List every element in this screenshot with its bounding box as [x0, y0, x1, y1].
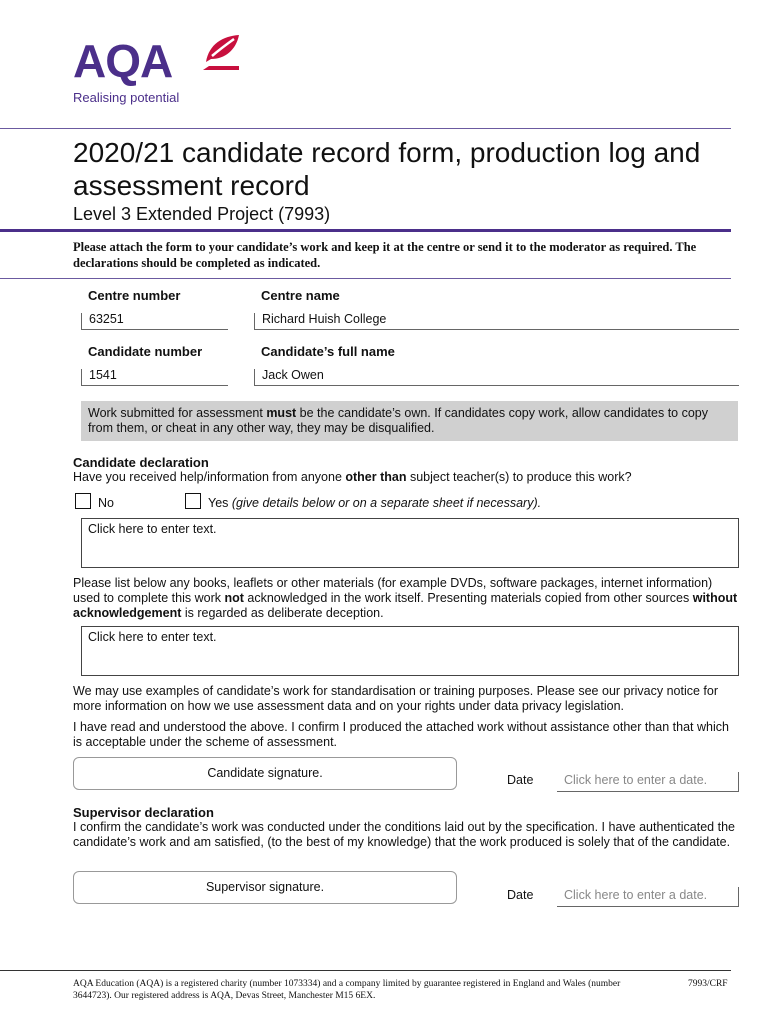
- no-label: No: [98, 496, 114, 510]
- help-question-start: Have you received help/information from anyone: [73, 470, 346, 484]
- privacy-notice-text: We may use examples of candidate’s work for standardisation or training purposes. Please see our privacy notice for more information on how we use assessment data and on your rights under data privacy legislation.: [73, 684, 719, 713]
- centre-number-value: 63251: [89, 312, 124, 326]
- page-subtitle: Level 3 Extended Project (7993): [73, 204, 331, 224]
- centre-number-label: Centre number: [88, 288, 181, 303]
- disqualification-warning: [81, 401, 738, 441]
- materials-text-2: acknowledged in the work itself. Presenting materials copied from other sources: [243, 591, 693, 605]
- help-question-end: subject teacher(s) to produce this work?: [406, 470, 632, 484]
- no-checkbox[interactable]: [75, 493, 91, 509]
- materials-input[interactable]: [81, 626, 739, 676]
- yes-label: Yes: [208, 496, 229, 510]
- logo-tagline: Realising potential: [73, 90, 180, 105]
- centre-name-label: Centre name: [261, 288, 340, 303]
- centre-name-value: Richard Huish College: [262, 312, 387, 326]
- yes-detail-text: (give details below or on a separate sheet if necessary).: [231, 496, 542, 510]
- help-question: [73, 470, 733, 485]
- page-title: 2020/21 candidate record form, production log and assessment record: [73, 137, 701, 201]
- yes-checkbox[interactable]: [185, 493, 201, 509]
- title-divider: [0, 229, 731, 232]
- confirmation-text: I have read and understood the above. I confirm I produced the attached work without assistance other than that which is acceptable under the scheme of assessment.: [73, 720, 729, 749]
- materials-text-3: is regarded as deliberate deception.: [181, 606, 384, 620]
- candidate-name-field[interactable]: [254, 369, 739, 386]
- supervisor-signature-field[interactable]: [73, 871, 457, 904]
- centre-number-field[interactable]: [81, 313, 228, 330]
- materials-placeholder: Click here to enter text.: [88, 630, 217, 644]
- supervisor-declaration-title: Supervisor declaration: [73, 805, 214, 820]
- footer-divider: [0, 970, 731, 971]
- candidate-declaration-title: Candidate declaration: [73, 455, 209, 470]
- candidate-signature-field[interactable]: [73, 757, 457, 790]
- candidate-date-label: Date: [507, 773, 534, 787]
- candidate-date-placeholder: Click here to enter a date.: [564, 773, 708, 787]
- supervisor-date-placeholder: Click here to enter a date.: [564, 888, 708, 902]
- instructions-text: Please attach the form to your candidate’s work and keep it at the centre or send it to the moderator as required. The declarations should be completed as indicated.: [73, 240, 697, 270]
- candidate-name-value: Jack Owen: [262, 368, 324, 382]
- supervisor-date-field[interactable]: [557, 887, 739, 907]
- candidate-number-value: 1541: [89, 368, 117, 382]
- candidate-number-label: Candidate number: [88, 344, 203, 359]
- help-question-bold: other than: [345, 470, 407, 484]
- aqa-logo: AQA: [73, 35, 173, 87]
- aqa-leaf-logo-icon: [203, 32, 241, 72]
- materials-bold-2: without acknowledgement: [73, 591, 738, 620]
- candidate-name-label: Candidate’s full name: [261, 344, 395, 359]
- document-code: 7993/CRF: [688, 979, 728, 989]
- footer-legal-text: AQA Education (AQA) is a registered charity (number 1073334) and a company limited by guarantee registered in England and Wales (number 3644723). Our registered address is AQA, Devas Street, Manchester M15 6EX.: [73, 979, 621, 1001]
- warning-text-start: Work submitted for assessment: [88, 406, 267, 420]
- warning-text-end: be the candidate’s own. If candidates copy work, allow candidates to copy from them, or cheat in any other way, they may be disqualified.: [88, 406, 709, 435]
- candidate-date-field[interactable]: [557, 772, 739, 792]
- help-details-input[interactable]: [81, 518, 739, 568]
- materials-text-1: Please list below any books, leaflets or other materials (for example DVDs, software packages, internet information) used to complete this work: [73, 576, 713, 605]
- supervisor-date-label: Date: [507, 888, 534, 902]
- supervisor-declaration-text: I confirm the candidate’s work was conducted under the conditions laid out by the specification. I have authenticated the candidate’s work and am satisfied, (to the best of my knowledge) that the work produced is solely that of the candidate.: [73, 820, 735, 849]
- yes-label-group: [208, 496, 728, 511]
- materials-instructions: [73, 576, 738, 621]
- instructions-divider: [0, 278, 731, 279]
- centre-name-field[interactable]: [254, 313, 739, 330]
- materials-bold-1: not: [224, 591, 244, 605]
- warning-text-bold: must: [266, 406, 297, 420]
- header-divider: [0, 128, 731, 129]
- candidate-signature-label: Candidate signature.: [207, 766, 323, 780]
- help-details-placeholder: Click here to enter text.: [88, 522, 217, 536]
- supervisor-signature-label: Supervisor signature.: [205, 880, 325, 894]
- candidate-number-field[interactable]: [81, 369, 228, 386]
